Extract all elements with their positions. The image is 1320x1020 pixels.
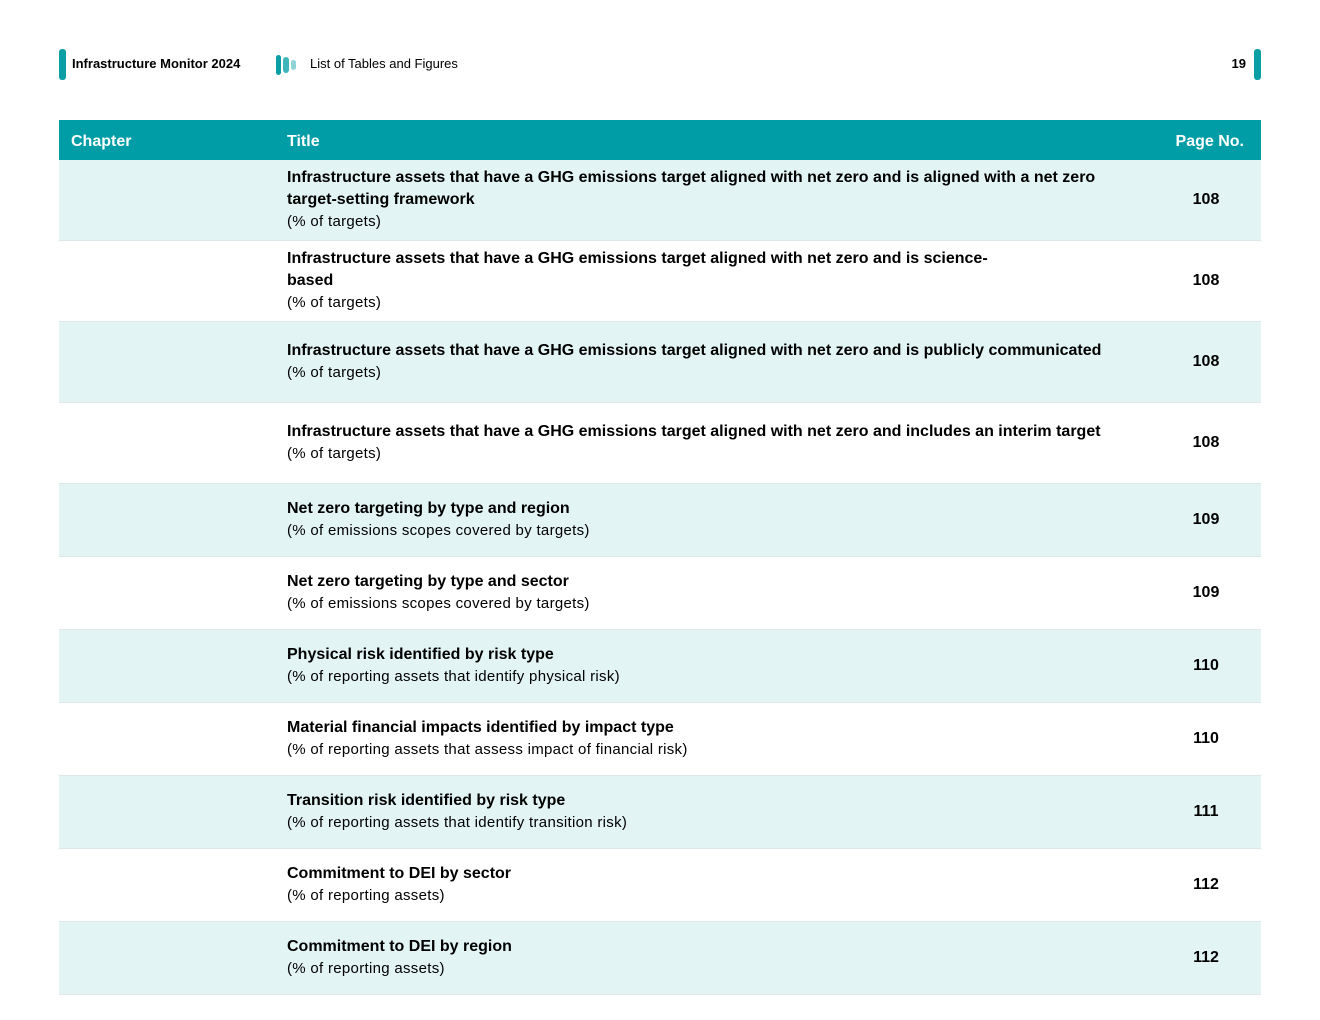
entry-text bbox=[287, 571, 1137, 615]
entry-subtitle: (% of reporting assets that identify transition risk) bbox=[287, 814, 628, 831]
table-row[interactable] bbox=[59, 630, 1261, 703]
entry-title: Commitment to DEI by region bbox=[287, 938, 512, 955]
tables-figures-list bbox=[59, 120, 1261, 995]
entry-page-number: 108 bbox=[1192, 353, 1220, 370]
section-title: List of Tables and Figures bbox=[310, 56, 458, 71]
column-header-chapter: Chapter bbox=[71, 133, 132, 150]
entry-text bbox=[287, 421, 1137, 465]
entry-title: Infrastructure assets that have a GHG emissions target aligned with net zero and includes an interim target bbox=[287, 423, 1101, 440]
entry-page-number: 112 bbox=[1193, 949, 1219, 966]
table-header bbox=[59, 120, 1261, 160]
entry-text bbox=[287, 717, 1137, 761]
entry-text bbox=[287, 936, 1137, 980]
entry-page-number: 110 bbox=[1193, 730, 1219, 747]
entry-page-number: 110 bbox=[1193, 657, 1219, 674]
entry-page-number: 109 bbox=[1192, 511, 1220, 528]
entry-text bbox=[287, 644, 1137, 688]
entry-subtitle: (% of emissions scopes covered by targets) bbox=[287, 595, 590, 612]
table-row[interactable] bbox=[59, 557, 1261, 630]
entry-subtitle: (% of targets) bbox=[287, 213, 382, 230]
entry-text bbox=[287, 863, 1137, 907]
entry-subtitle: (% of reporting assets that assess impact of financial risk) bbox=[287, 741, 688, 758]
entry-title: Infrastructure assets that have a GHG emissions target aligned with net zero and is science-based bbox=[287, 250, 988, 289]
entry-title: Net zero targeting by type and sector bbox=[287, 573, 569, 590]
table-row[interactable] bbox=[59, 322, 1261, 403]
entry-text bbox=[287, 790, 1137, 834]
right-accent-bar bbox=[1254, 49, 1261, 80]
entry-title: Transition risk identified by risk type bbox=[287, 792, 566, 809]
entry-text bbox=[287, 248, 1137, 314]
entry-text bbox=[287, 167, 1137, 233]
entry-subtitle: (% of reporting assets that identify physical risk) bbox=[287, 668, 620, 685]
entry-title: Physical risk identified by risk type bbox=[287, 646, 554, 663]
table-row[interactable] bbox=[59, 403, 1261, 484]
entry-subtitle: (% of emissions scopes covered by targets) bbox=[287, 522, 590, 539]
table-row[interactable] bbox=[59, 703, 1261, 776]
entry-page-number: 111 bbox=[1193, 803, 1219, 820]
entry-page-number: 112 bbox=[1193, 876, 1219, 893]
entry-title: Material financial impacts identified by impact type bbox=[287, 719, 674, 736]
report-title: Infrastructure Monitor 2024 bbox=[72, 56, 241, 71]
table-row[interactable] bbox=[59, 922, 1261, 995]
entry-subtitle: (% of targets) bbox=[287, 445, 382, 462]
table-row[interactable] bbox=[59, 776, 1261, 849]
entry-subtitle: (% of targets) bbox=[287, 294, 382, 311]
table-row[interactable] bbox=[59, 484, 1261, 557]
entry-page-number: 108 bbox=[1192, 191, 1220, 208]
entry-subtitle: (% of reporting assets) bbox=[287, 960, 445, 977]
page-header bbox=[59, 48, 1261, 82]
entry-text bbox=[287, 340, 1137, 384]
entry-text bbox=[287, 498, 1137, 542]
section-divider-icon bbox=[276, 55, 302, 75]
page-number: 19 bbox=[1231, 56, 1246, 71]
column-header-title: Title bbox=[287, 133, 320, 150]
column-header-page: Page No. bbox=[1175, 133, 1244, 150]
entry-subtitle: (% of targets) bbox=[287, 364, 382, 381]
left-accent-bar bbox=[59, 49, 66, 80]
entry-page-number: 108 bbox=[1192, 434, 1220, 451]
entry-page-number: 108 bbox=[1192, 272, 1220, 289]
table-row[interactable] bbox=[59, 160, 1261, 241]
table-row[interactable] bbox=[59, 849, 1261, 922]
table-row[interactable] bbox=[59, 241, 1261, 322]
entry-title: Infrastructure assets that have a GHG emissions target aligned with net zero and is aligned with a net zero target-setting framework bbox=[287, 169, 1096, 208]
entry-title: Commitment to DEI by sector bbox=[287, 865, 512, 882]
entry-subtitle: (% of reporting assets) bbox=[287, 887, 445, 904]
entry-title: Infrastructure assets that have a GHG emissions target aligned with net zero and is publicly communicated bbox=[287, 342, 1102, 359]
entry-title: Net zero targeting by type and region bbox=[287, 500, 570, 517]
entry-page-number: 109 bbox=[1192, 584, 1220, 601]
